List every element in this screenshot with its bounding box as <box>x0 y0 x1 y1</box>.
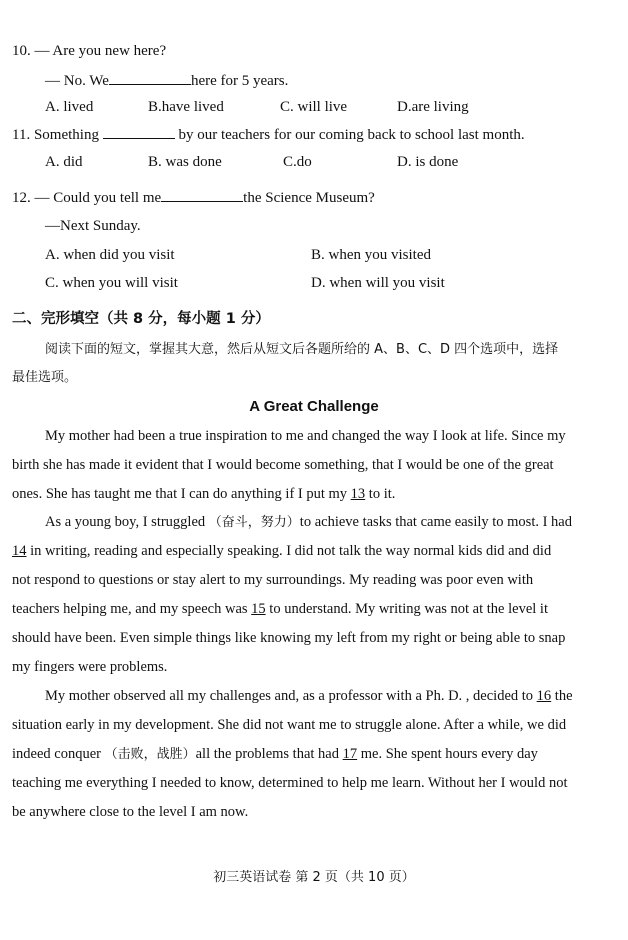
answer-blank <box>103 124 175 139</box>
option-c: C. when you will visit <box>45 275 178 291</box>
passage-line: birth she has made it evident that I would become something, that I would be one of the great <box>12 457 554 473</box>
stem-prefix: 12. — Could you tell me <box>12 190 162 206</box>
question-12-reply: —Next Sunday. <box>45 218 141 234</box>
stem-suffix: by our teachers for our coming back to school last month. <box>178 127 525 143</box>
answer-blank <box>161 187 243 202</box>
passage-line: situation early in my development. She did not want me to struggle alone. After a while, we did <box>12 717 567 733</box>
passage-line: My mother had been a true inspiration to me and changed the way I look at life. Since my <box>45 428 566 444</box>
answer-line-prefix: — No. We <box>45 73 109 89</box>
option-a: A. lived <box>45 99 94 115</box>
answer-blank <box>109 70 191 85</box>
text: me. She spent hours every day <box>357 746 538 762</box>
stem-suffix: the Science Museum? <box>243 190 375 206</box>
passage-line <box>12 599 548 619</box>
text: indeed conquer <box>12 746 105 762</box>
passage-title: A Great Challenge <box>249 398 379 415</box>
passage-line: not respond to questions or stay alert to my surroundings. My reading was poor even with <box>12 572 534 588</box>
blank-number-14: 14 <box>12 543 27 559</box>
question-12-stem <box>12 187 375 208</box>
option-c: C.do <box>283 154 312 170</box>
passage-line <box>45 512 572 533</box>
option-b: B. was done <box>148 154 222 170</box>
text: all the problems that had <box>195 746 343 762</box>
section-instruction: 阅读下面的短文，掌握其大意，然后从短文后各题所给的 A、B、C、D 四个选项中，选择 <box>45 342 559 357</box>
option-b: B.have lived <box>148 99 224 115</box>
passage-line <box>45 686 573 706</box>
chinese-gloss: （奋斗，努力） <box>208 515 300 530</box>
passage-line: be anywhere close to the level I am now. <box>12 804 249 820</box>
option-a: A. when did you visit <box>45 247 175 263</box>
passage-line: my fingers were problems. <box>12 659 168 675</box>
text: to it. <box>365 486 396 502</box>
blank-number-15: 15 <box>251 601 266 617</box>
option-c: C. will live <box>280 99 348 115</box>
passage-line <box>12 484 395 504</box>
chinese-gloss: （击败，战胜） <box>104 747 196 762</box>
passage-line <box>12 541 551 561</box>
blank-number-17: 17 <box>342 746 358 762</box>
option-a: A. did <box>45 154 83 170</box>
section-heading: 二、完形填空（共 8 分，每小题 1 分） <box>12 311 270 327</box>
answer-line-suffix: here for 5 years. <box>190 73 289 89</box>
text: My mother observed all my challenges and, as a professor with a Ph. D. , decided to <box>45 688 537 704</box>
page-footer: 初三英语试卷 第 2 页（共 10 页） <box>213 870 415 885</box>
stem-prefix: 11. Something <box>12 127 99 143</box>
option-d: D. is done <box>397 154 459 170</box>
blank-number-16: 16 <box>536 688 552 704</box>
option-b: B. when you visited <box>311 247 431 263</box>
text: the <box>551 688 573 704</box>
passage-line: teaching me everything I needed to know, determined to help me learn. Without her I would not <box>12 775 568 791</box>
text: ones. She has taught me that I can do anything if I put my <box>12 486 351 502</box>
question-10-answer-line <box>45 70 288 91</box>
text: in writing, reading and especially speaking. I did not talk the way normal kids did and did <box>26 543 552 559</box>
blank-number-13: 13 <box>350 486 366 502</box>
option-d: D.are living <box>397 99 469 115</box>
text: As a young boy, I struggled <box>45 514 209 530</box>
option-d: D. when will you visit <box>311 275 445 291</box>
question-11-stem <box>12 124 525 145</box>
text: to achieve tasks that came easily to most. I had <box>299 514 572 530</box>
passage-line <box>12 744 538 765</box>
section-instruction-cont: 最佳选项。 <box>12 370 78 385</box>
text: teachers helping me, and my speech was <box>12 601 252 617</box>
question-10-stem: 10. — Are you new here? <box>12 43 167 59</box>
passage-line: should have been. Even simple things like knowing my left from my right or being able to snap <box>12 630 566 646</box>
text: to understand. My writing was not at the level it <box>265 601 548 617</box>
